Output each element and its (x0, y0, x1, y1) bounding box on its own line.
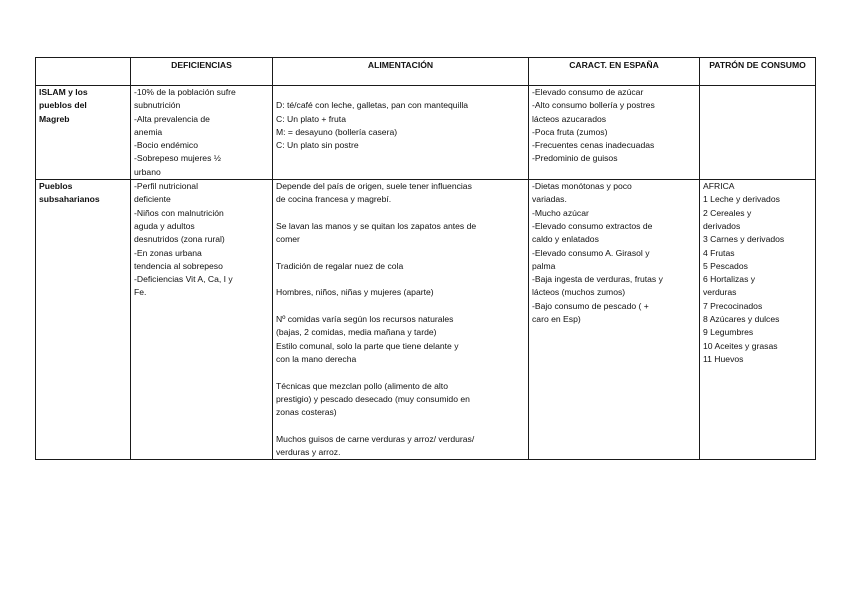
alimentacion-line: de cocina francesa y magrebí. (276, 194, 392, 205)
patron-line: AFRICA (703, 181, 735, 192)
alimentacion-line: (bajas, 2 comidas, media mañana y tarde) (276, 327, 437, 338)
alimentacion-line: Hombres, niños, niñas y mujeres (aparte) (276, 287, 434, 298)
alimentacion-line: verduras y arroz. (276, 447, 341, 458)
alimentacion-line: C: Un plato + fruta (276, 113, 346, 124)
espana-line: palma (532, 260, 556, 271)
espana-line: -Elevado consumo A. Girasol y (532, 247, 650, 258)
deficiencia-line: -Perfil nutricional (134, 181, 198, 192)
patron-line: 8 Azúcares y dulces (703, 314, 780, 325)
deficiencia-line: -Niños con malnutrición (134, 207, 224, 218)
patron-line: 2 Cereales y (703, 207, 752, 218)
deficiencia-line: -Deficiencias Vit A, Ca, I y (134, 274, 233, 285)
paragraph-gap (276, 366, 525, 379)
paragraph-gap (276, 207, 525, 220)
espana-line: -Frecuentes cenas inadecuadas (532, 140, 655, 151)
patron-line: 7 Precocinados (703, 300, 763, 311)
caract-espana-cell (529, 180, 700, 460)
paragraph-gap (276, 419, 525, 432)
deficiencia-line: Fe. (134, 287, 147, 298)
alimentacion-line: Muchos guisos de carne verduras y arroz/ verduras/ (276, 433, 475, 444)
row-subsaharianos (36, 180, 816, 460)
alimentacion-line: comer (276, 234, 300, 245)
deficiencia-line: -En zonas urbana (134, 247, 202, 258)
espana-line: caldo y enlatados (532, 234, 599, 245)
patron-line: 10 Aceites y grasas (703, 340, 778, 351)
espana-line: -Alto consumo bollería y postres (532, 100, 655, 111)
espana-line: lácteos (muchos zumos) (532, 287, 626, 298)
espana-line: -Elevado consumo extractos de (532, 220, 653, 231)
row-islam-magreb (36, 86, 816, 180)
patron-line: 3 Carnes y derivados (703, 234, 785, 245)
nutrition-table (35, 57, 816, 460)
alimentacion-line: M: = desayuno (bollería casera) (276, 126, 398, 137)
espana-line: -Bajo consumo de pescado ( + (532, 300, 649, 311)
espana-line: -Elevado consumo de azúcar (532, 87, 644, 97)
deficiencias-cell (131, 86, 273, 180)
paragraph-gap (276, 247, 525, 260)
deficiencia-line: aguda y adultos (134, 220, 195, 231)
alimentacion-line: Se lavan las manos y se quitan los zapatos antes de (276, 220, 477, 231)
deficiencia-line: deficiente (134, 194, 171, 205)
espana-line: -Dietas monótonas y poco (532, 181, 632, 192)
patron-line: 1 Leche y derivados (703, 194, 780, 205)
alimentacion-line: zonas costeras) (276, 407, 337, 418)
paragraph-gap (276, 300, 525, 313)
deficiencia-line: subnutrición (134, 100, 181, 111)
espana-line: -Predominio de guisos (532, 153, 618, 164)
patron-consumo-cell (700, 180, 816, 460)
header-alimentacion: ALIMENTACIÓN (273, 58, 529, 86)
patron-line: 11 Huevos (703, 353, 744, 364)
deficiencia-line: -Alta prevalencia de (134, 113, 210, 124)
alimentacion-line: Estilo comunal, solo la parte que tiene delante y (276, 340, 459, 351)
alimentacion-line: Tradición de regalar nuez de cola (276, 260, 404, 271)
deficiencia-line: tendencia al sobrepeso (134, 260, 223, 271)
alimentacion-line: prestigio) y pescado desecado (muy consumido en (276, 393, 470, 404)
paragraph-gap (276, 273, 525, 286)
region-line: Pueblos (39, 181, 73, 192)
alimentacion-line: Depende del país de origen, suele tener influencias (276, 181, 472, 192)
header-deficiencias: DEFICIENCIAS (131, 58, 273, 86)
espana-line: variadas. (532, 194, 567, 205)
espana-line: -Mucho azúcar (532, 207, 589, 218)
alimentacion-cell (273, 180, 529, 460)
region-cell (36, 180, 131, 460)
espana-line: caro en Esp) (532, 314, 581, 325)
region-cell (36, 86, 131, 180)
header-caract-espana: CARACT. EN ESPAÑA (529, 58, 700, 86)
header-patron-consumo: PATRÓN DE CONSUMO (700, 58, 816, 86)
alimentacion-line: C: Un plato sin postre (276, 140, 359, 151)
patron-line: verduras (703, 287, 737, 298)
patron-line: 5 Pescados (703, 260, 748, 271)
alimentacion-line: D: té/café con leche, galletas, pan con mantequilla (276, 100, 469, 111)
deficiencia-line: -Bocio endémico (134, 140, 199, 151)
patron-line: 4 Frutas (703, 247, 735, 258)
espana-line: -Poca fruta (zumos) (532, 126, 608, 137)
deficiencia-line: -10% de la población sufre (134, 87, 236, 97)
header-row (36, 58, 816, 86)
espana-line: lácteos azucarados (532, 113, 607, 124)
deficiencia-line: -Sobrepeso mujeres ½ (134, 153, 221, 164)
region-line: Magreb (39, 113, 70, 124)
caract-espana-cell (529, 86, 700, 180)
alimentacion-cell (273, 86, 529, 180)
patron-line: 6 Hortalizas y (703, 274, 756, 285)
region-line: ISLAM y los (39, 87, 88, 97)
deficiencia-line: urbano (134, 166, 161, 177)
deficiencia-line: desnutridos (zona rural) (134, 234, 225, 245)
alimentacion-line: Técnicas que mezclan pollo (alimento de alto (276, 380, 448, 391)
patron-line: 9 Legumbres (703, 327, 754, 338)
header-empty (36, 58, 131, 86)
deficiencias-cell (131, 180, 273, 460)
region-line: subsaharianos (39, 194, 100, 205)
espana-line: -Baja ingesta de verduras, frutas y (532, 274, 663, 285)
patron-line: derivados (703, 220, 741, 231)
deficiencia-line: anemia (134, 126, 163, 137)
blank-line (276, 86, 525, 99)
alimentacion-line: con la mano derecha (276, 353, 357, 364)
region-line: pueblos del (39, 100, 87, 111)
alimentacion-line: Nº comidas varía según los recursos naturales (276, 314, 454, 325)
patron-consumo-cell (700, 86, 816, 180)
